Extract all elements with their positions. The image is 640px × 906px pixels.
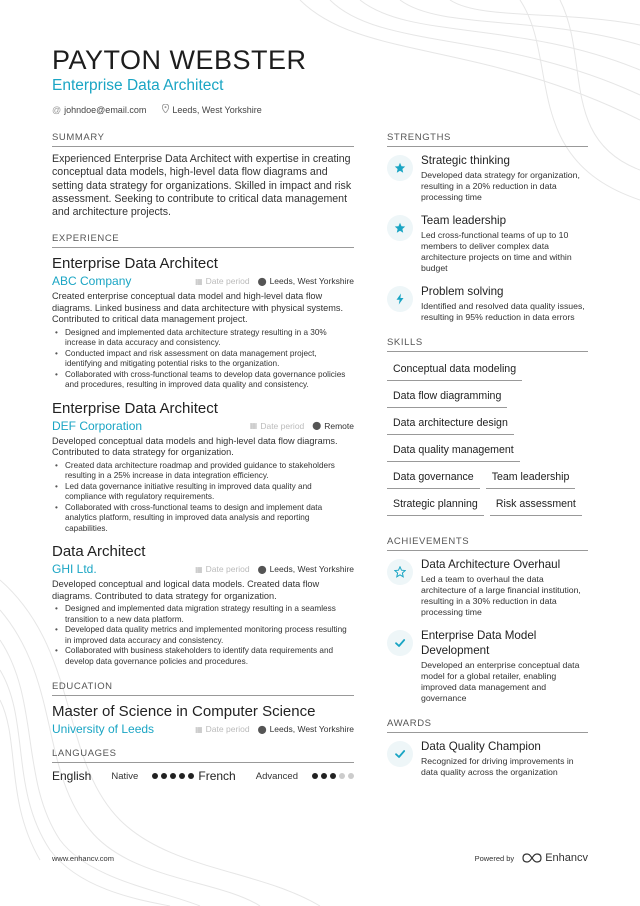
language-name: French — [198, 769, 236, 784]
job-meta — [52, 562, 354, 576]
summary-heading: SUMMARY — [52, 132, 354, 147]
right-column — [387, 132, 588, 788]
achievement-title: Enterprise Data Model Development — [421, 629, 537, 657]
education-entry — [52, 702, 354, 736]
achievement-title: Data Architecture Overhaul — [421, 558, 561, 571]
star-icon — [387, 215, 413, 241]
dot-filled — [321, 773, 327, 779]
check-icon — [387, 630, 413, 656]
location-text: Leeds, West Yorkshire — [172, 104, 262, 115]
language-item — [52, 769, 194, 783]
job-date: Date period — [205, 276, 250, 287]
dot-filled — [188, 773, 194, 779]
bullet-item: • Collaborated with business stakeholders to identify data requirements and develop data governance policies and procedures. — [52, 646, 354, 667]
strength-item — [387, 284, 588, 323]
dot-filled — [152, 773, 158, 779]
experience-heading: EXPERIENCE — [52, 233, 354, 248]
strengths-heading: STRENGTHS — [387, 132, 588, 147]
summary-text: Experienced Enterprise Data Architect with expertise in creating conceptual data models, high-level data flow diagrams and setting data strategy for organizations. Skilled in impact and risk assessment. Seeking to contribute to critical data management and architecture projects. — [52, 153, 352, 219]
candidate-name: PAYTON WEBSTER — [52, 45, 307, 75]
strength-title: Team leadership — [421, 214, 507, 227]
skills-heading: SKILLS — [387, 337, 588, 352]
job-location: Remote — [324, 420, 354, 431]
bullet-item: • Designed and implemented data architecture strategy resulting in a 30% increase in data accuracy and consistency. — [52, 328, 354, 349]
enhancv-logo-icon — [522, 853, 542, 863]
bullet-item: • Conducted impact and risk assessment on data management project, identifying and mitigating potential risks to the organization. — [52, 349, 354, 370]
website-link[interactable]: www.enhancv.com — [52, 853, 114, 863]
bolt-icon — [387, 286, 413, 312]
job-bullets — [52, 461, 354, 535]
bullet-item: • Collaborated with cross-functional teams to design and implement data analytics platform, resulting in improved data analysis and reporting capabilities. — [52, 503, 354, 535]
email-item[interactable] — [52, 105, 146, 115]
strength-description: Led cross-functional teams of up to 10 members to deliver complex data architecture projects on time and within budget — [421, 230, 572, 273]
skill-tag: Data quality management — [387, 439, 520, 462]
company-name: ABC Company — [52, 274, 132, 289]
star-icon — [387, 155, 413, 181]
bullet-item: • Developed data quality metrics and implemented monitoring process resulting in improved data accuracy and consistency. — [52, 625, 354, 646]
award-item — [387, 739, 588, 778]
language-level: Advanced — [255, 770, 298, 782]
award-title: Data Quality Champion — [421, 740, 541, 753]
map-pin-icon: ⬤ — [312, 421, 322, 431]
skill-tag: Data flow diagramming — [387, 385, 507, 408]
education-heading: EDUCATION — [52, 681, 354, 696]
skill-tag: Team leadership — [486, 466, 576, 489]
map-pin-icon — [162, 104, 169, 115]
candidate-title: Enterprise Data Architect — [52, 77, 224, 94]
languages-list — [52, 769, 354, 783]
job-description: Developed conceptual and logical data models. Created data flow diagrams. Contributed to data strategy for organization. — [52, 579, 320, 601]
bullet-item: • Led data governance initiative resulting in improved data quality and compliance with regulatory requirements. — [52, 482, 354, 503]
dot-empty — [339, 773, 345, 779]
star-outline-icon — [387, 559, 413, 585]
strength-description: Developed data strategy for organization, resulting in a 20% reduction in data processing time — [421, 170, 580, 202]
map-pin-icon: ⬤ — [257, 724, 267, 734]
proficiency-dots — [152, 773, 194, 779]
at-icon: @ — [52, 104, 62, 115]
award-description: Recognized for driving improvements in data quality across the organization — [421, 756, 574, 777]
map-pin-icon: ⬤ — [257, 276, 267, 286]
skill-tag: Risk assessment — [490, 493, 582, 516]
degree-title: Master of Science in Computer Science — [52, 703, 316, 721]
achievement-item — [387, 628, 588, 704]
check-icon — [387, 741, 413, 767]
job-title: Data Architect — [52, 543, 146, 561]
languages-heading: LANGUAGES — [52, 748, 354, 763]
job-entry — [52, 399, 354, 535]
language-item — [198, 769, 354, 783]
dot-filled — [312, 773, 318, 779]
skills-list — [387, 358, 588, 520]
job-entry — [52, 254, 354, 391]
dot-empty — [348, 773, 354, 779]
job-entry — [52, 542, 354, 667]
dot-filled — [170, 773, 176, 779]
calendar-icon: ▦ — [195, 276, 203, 286]
calendar-icon: ▦ — [249, 421, 258, 431]
job-bullets — [52, 604, 354, 667]
skill-tag: Strategic planning — [387, 493, 484, 516]
achievement-description: Developed an enterprise conceptual data model for a global retailer, enabling improved data management and governance — [421, 660, 580, 703]
resume-header — [52, 44, 592, 115]
job-date: Date period — [205, 564, 250, 575]
job-description: Created enterprise conceptual data model and high-level data flow diagrams. Linked business and data architecture with physical systems. Contributed to critical data management project. — [52, 291, 344, 325]
bullet-item: • Created data architecture roadmap and provided guidance to stakeholders resulting in a 25% increase in data integration efficiency. — [52, 461, 354, 482]
skill-tag: Data governance — [387, 466, 480, 489]
awards-heading: AWARDS — [387, 718, 588, 733]
brand-logo[interactable] — [522, 852, 588, 864]
education-location: Leeds, West Yorkshire — [269, 724, 354, 735]
proficiency-dots — [312, 773, 354, 779]
brand-name: Enhancv — [545, 852, 588, 864]
powered-by-label: Powered by — [474, 853, 515, 863]
skill-tag: Conceptual data modeling — [387, 358, 522, 381]
job-title: Enterprise Data Architect — [52, 399, 218, 417]
strength-item — [387, 153, 588, 203]
company-name: GHI Ltd. — [52, 562, 97, 577]
dot-filled — [179, 773, 185, 779]
job-meta — [52, 419, 354, 433]
strength-title: Problem solving — [421, 285, 504, 298]
calendar-icon: ▦ — [195, 724, 203, 734]
bullet-item: • Collaborated with cross-functional teams to develop data governance policies and procedures, resulting in improved data quality and consistency. — [52, 370, 354, 391]
education-date: Date period — [205, 724, 250, 735]
job-title: Enterprise Data Architect — [52, 255, 218, 273]
achievements-heading: ACHIEVEMENTS — [387, 536, 588, 551]
strength-title: Strategic thinking — [421, 154, 510, 167]
job-date: Date period — [260, 420, 305, 431]
location-item — [162, 104, 261, 115]
map-pin-icon: ⬤ — [257, 564, 267, 574]
job-location: Leeds, West Yorkshire — [269, 276, 354, 287]
skill-tag: Data architecture design — [387, 412, 514, 435]
language-level: Native — [111, 770, 139, 782]
job-location: Leeds, West Yorkshire — [269, 564, 354, 575]
achievement-description: Led a team to overhaul the data architecture of a large financial institution, resulting in a 30% reduction in data processing time — [421, 574, 581, 617]
contact-info — [52, 104, 592, 115]
job-meta — [52, 274, 354, 288]
strength-item — [387, 213, 588, 274]
company-name: DEF Corporation — [52, 418, 143, 433]
language-name: English — [52, 769, 92, 784]
calendar-icon: ▦ — [195, 564, 203, 574]
left-column — [52, 132, 354, 783]
dot-filled — [161, 773, 167, 779]
strength-description: Identified and resolved data quality issues, resulting in 95% reduction in data errors — [421, 301, 585, 322]
bullet-item: • Designed and implemented data migration strategy resulting in a seamless transition to a new data platform. — [52, 604, 354, 625]
email-text: johndoe@email.com — [64, 104, 147, 115]
job-description: Developed conceptual data models and high-level data flow diagrams. Contributed to data strategy for organization. — [52, 435, 338, 458]
school-name: University of Leeds — [52, 722, 155, 737]
footer — [52, 852, 588, 864]
dot-filled — [330, 773, 336, 779]
achievement-item — [387, 557, 588, 618]
job-bullets — [52, 328, 354, 391]
